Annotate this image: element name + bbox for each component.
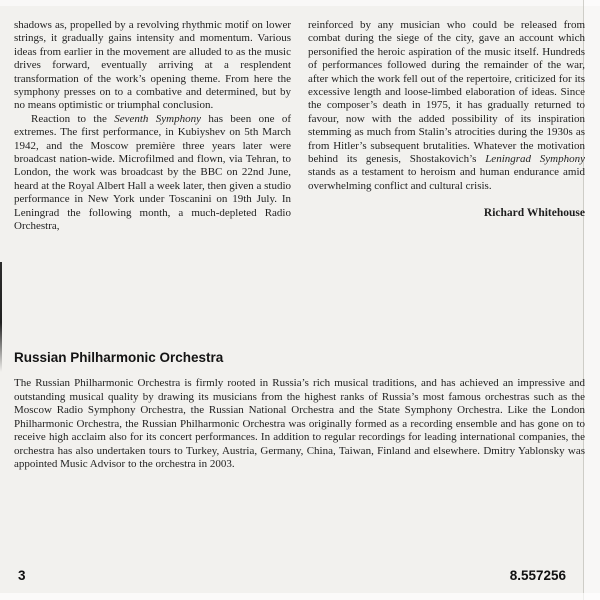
essay-right-column bbox=[308, 19, 585, 234]
author-byline: Richard Whitehouse bbox=[483, 207, 585, 220]
catalog-number: 8.557256 bbox=[509, 568, 566, 583]
orchestra-bio-paragraph: The Russian Philharmonic Orchestra is firmly rooted in Russia’s rich musical traditions, and has achieved an impressive and outstanding musical quality by drawing its musicians from the highest ranks of Russia’s most famous orchestras such as the Moscow Radio Symphony Orchestra, the Russian National Orchestra and the State Symphony Orchestra. Like the London Philharmonic Orchestra, the Russian Philharmonic Orchestra was originally formed as a recording ensemble and has gone on to receive high acclaim also for its concert performances. In addition to regular recordings for leading international companies, the orchestra has also undertaken tours to Turkey, Austria, Germany, China, Taiwan, Finland and elsewhere. Dmitry Yablonsky was appointed Music Advisor to the orchestra in 2003. bbox=[14, 377, 585, 470]
essay-columns bbox=[14, 19, 585, 234]
page-number: 3 bbox=[18, 568, 26, 583]
scan-top-edge bbox=[0, 0, 600, 6]
essay-paragraph-right bbox=[308, 19, 585, 193]
scan-left-edge-mark bbox=[0, 262, 2, 372]
work-title-italic: Leningrad Symphony bbox=[485, 153, 586, 166]
paragraph-text: Reaction to the bbox=[31, 112, 115, 125]
essay-paragraph-continuation: shadows as, propelled by a revolving rhythmic motif on lower strings, it gradually gains intensity and momentum. Various ideas from earlier in the movement are alluded to as the music drives forward, eventually arriving at a resplendent transformation of the work’s opening theme. From here the symphony presses on to a combative and determined, but by no means optimistic or triumphal conclusion. bbox=[14, 19, 291, 112]
essay-left-column bbox=[14, 19, 291, 234]
paragraph-text: stands as a testament to heroism and human endurance amid overwhelming conflict and cultural crisis. bbox=[308, 166, 585, 192]
paragraph-text: has been one of extremes. The first performance, in Kubiyshev on 5th March 1942, and the Moscow première three years later were broadcast nation-wide. Microfilmed and flown, via Tehran, to London, the work was broadcast by the BBC on 22nd June, heard at the Royal Albert Hall a week later, then given a studio performance in New York under Toscanini on 19th July. In Leningrad the following month, a much-depleted Radio Orchestra, bbox=[14, 112, 291, 233]
scan-right-margin bbox=[584, 0, 600, 600]
orchestra-section-heading: Russian Philharmonic Orchestra bbox=[14, 350, 224, 365]
scan-bottom-edge bbox=[0, 593, 600, 600]
page-footer bbox=[18, 568, 566, 583]
paragraph-text: reinforced by any musician who could be released from combat during the siege of the city, gave an account which personified the heroic aspiration of the music itself. Hundreds of performances followed during the remainder of the war, after which the work fell out of the repertoire, criticized for its excessive length and loose-limbed elaboration of ideas. Since the composer’s death in 1975, it has gradually returned to favour, now with the added possibility of its inspiration stemming as much from Stalin’s atrocities during the 1930s as from Hitler’s subsequent brutalities. Whatever the motivation behind its genesis, Shostakovich’s bbox=[308, 19, 585, 166]
work-title-italic: Seventh Symphony bbox=[114, 112, 202, 125]
essay-paragraph-reaction bbox=[14, 113, 291, 234]
